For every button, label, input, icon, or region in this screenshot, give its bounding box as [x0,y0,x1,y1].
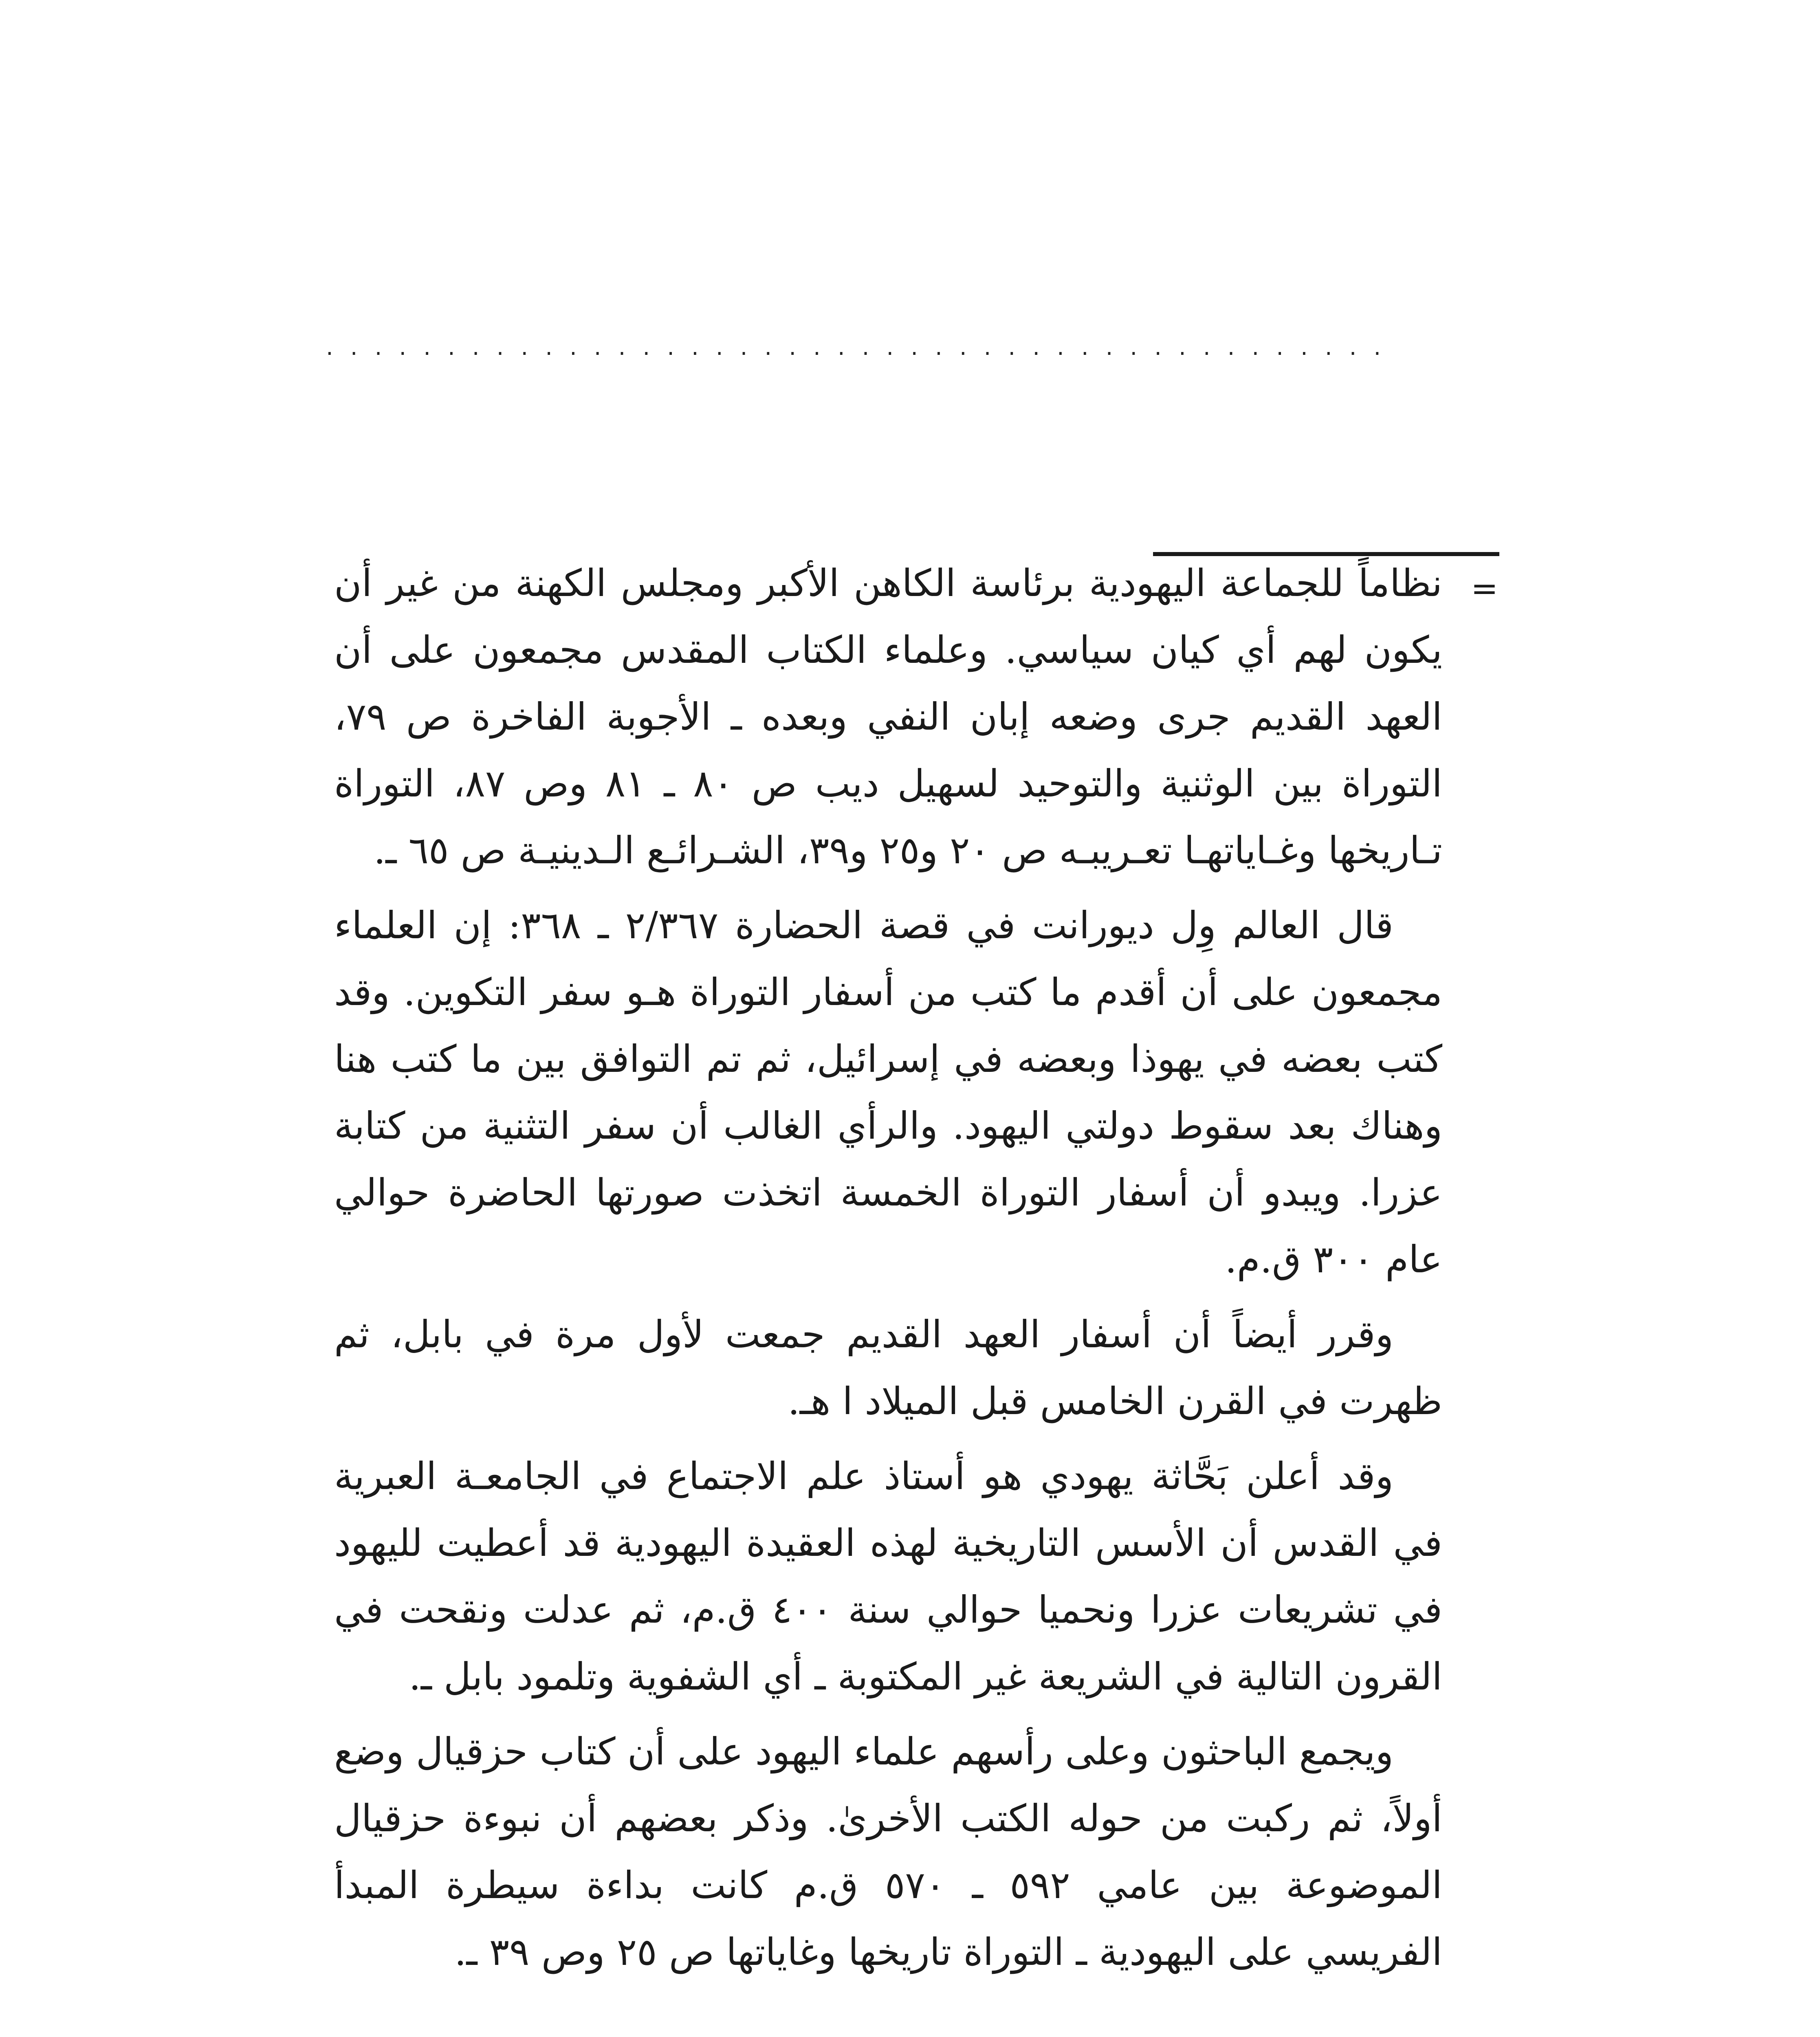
footnote-paragraph: نظاماً للجماعة اليهودية برئاسة الكاهن الأكبر ومجلس الكهنة من غير أن يكون لهم أي كيان سياسي. وعلماء الكتاب المقدس مجمعون على أن العهد القديم جرى وضعه إبان النفي وبعده ـ الأجوبة الفاخرة ص ٧٩، التوراة بين الوثنية والتوحيد لسهيل ديب ص ٨٠ ـ ٨١ وص ٨٧، التوراة تـاريخها وغـاياتهـا تعـريبـه ص ٢٠ و٢٥ و٣٩، الشـرائـع الـدينيـة ص ٦٥ ـ. [334,561,1442,872]
footnote-paragraph: قال العالم وِل ديورانت في قصة الحضارة ٢/٣٦٧ ـ ٣٦٨: إن العلماء مجمعون على أن أقدم ما كتب من أسفار التوراة هـو سفر التكوين. وقد كتب بعضه في يهوذا وبعضه في إسرائيل، ثم تم التوافق بين ما كتب هنا وهناك بعد سقوط دولتي اليهود. والرأي الغالب أن سفر التثنية من كتابة عزرا. ويبدو أن أسفار التوراة الخمسة اتخذت صورتها الحاضرة حوالي عام ٣٠٠ ق.م. [334,904,1442,1281]
decorative-dotted-line: ............................................ [326,334,1398,359]
footnote-paragraph: وقرر أيضاً أن أسفار العهد القديم جمعت لأول مرة في بابل، ثم ظهرت في القرن الخامس قبل الميلاد ا هـ. [334,1313,1442,1423]
footnote-block [334,550,1442,1994]
continuation-mark-top: = [1471,570,1499,607]
footnote-paragraph: وقد أعلن بَحَّاثة يهودي هو أستاذ علم الاجتماع في الجامعـة العبرية في القدس أن الأسس التاريخية لهذه العقيدة اليهودية قد أعطيت لليهود في تشريعات عزرا ونحميا حوالي سنة ٤٠٠ ق.م، ثم عدلت ونقحت في القرون التالية في الشريعة غير المكتوبة ـ أي الشفوية وتلمود بابل ـ. [334,1454,1442,1698]
footnote-paragraph: ويجمع الباحثون وعلى رأسهم علماء اليهود على أن كتاب حزقيال وضع أولاً، ثم ركبت من حوله الكتب الأخرىٰ. وذكر بعضهم أن نبوءة حزقيال الموضوعة بين عامي ٥٩٢ ـ ٥٧٠ ق.م كانت بداءة سيطرة المبدأ الفريسي على اليهودية ـ التوراة تاريخها وغاياتها ص ٢٥ وص ٣٩ ـ. [334,1730,1442,1974]
